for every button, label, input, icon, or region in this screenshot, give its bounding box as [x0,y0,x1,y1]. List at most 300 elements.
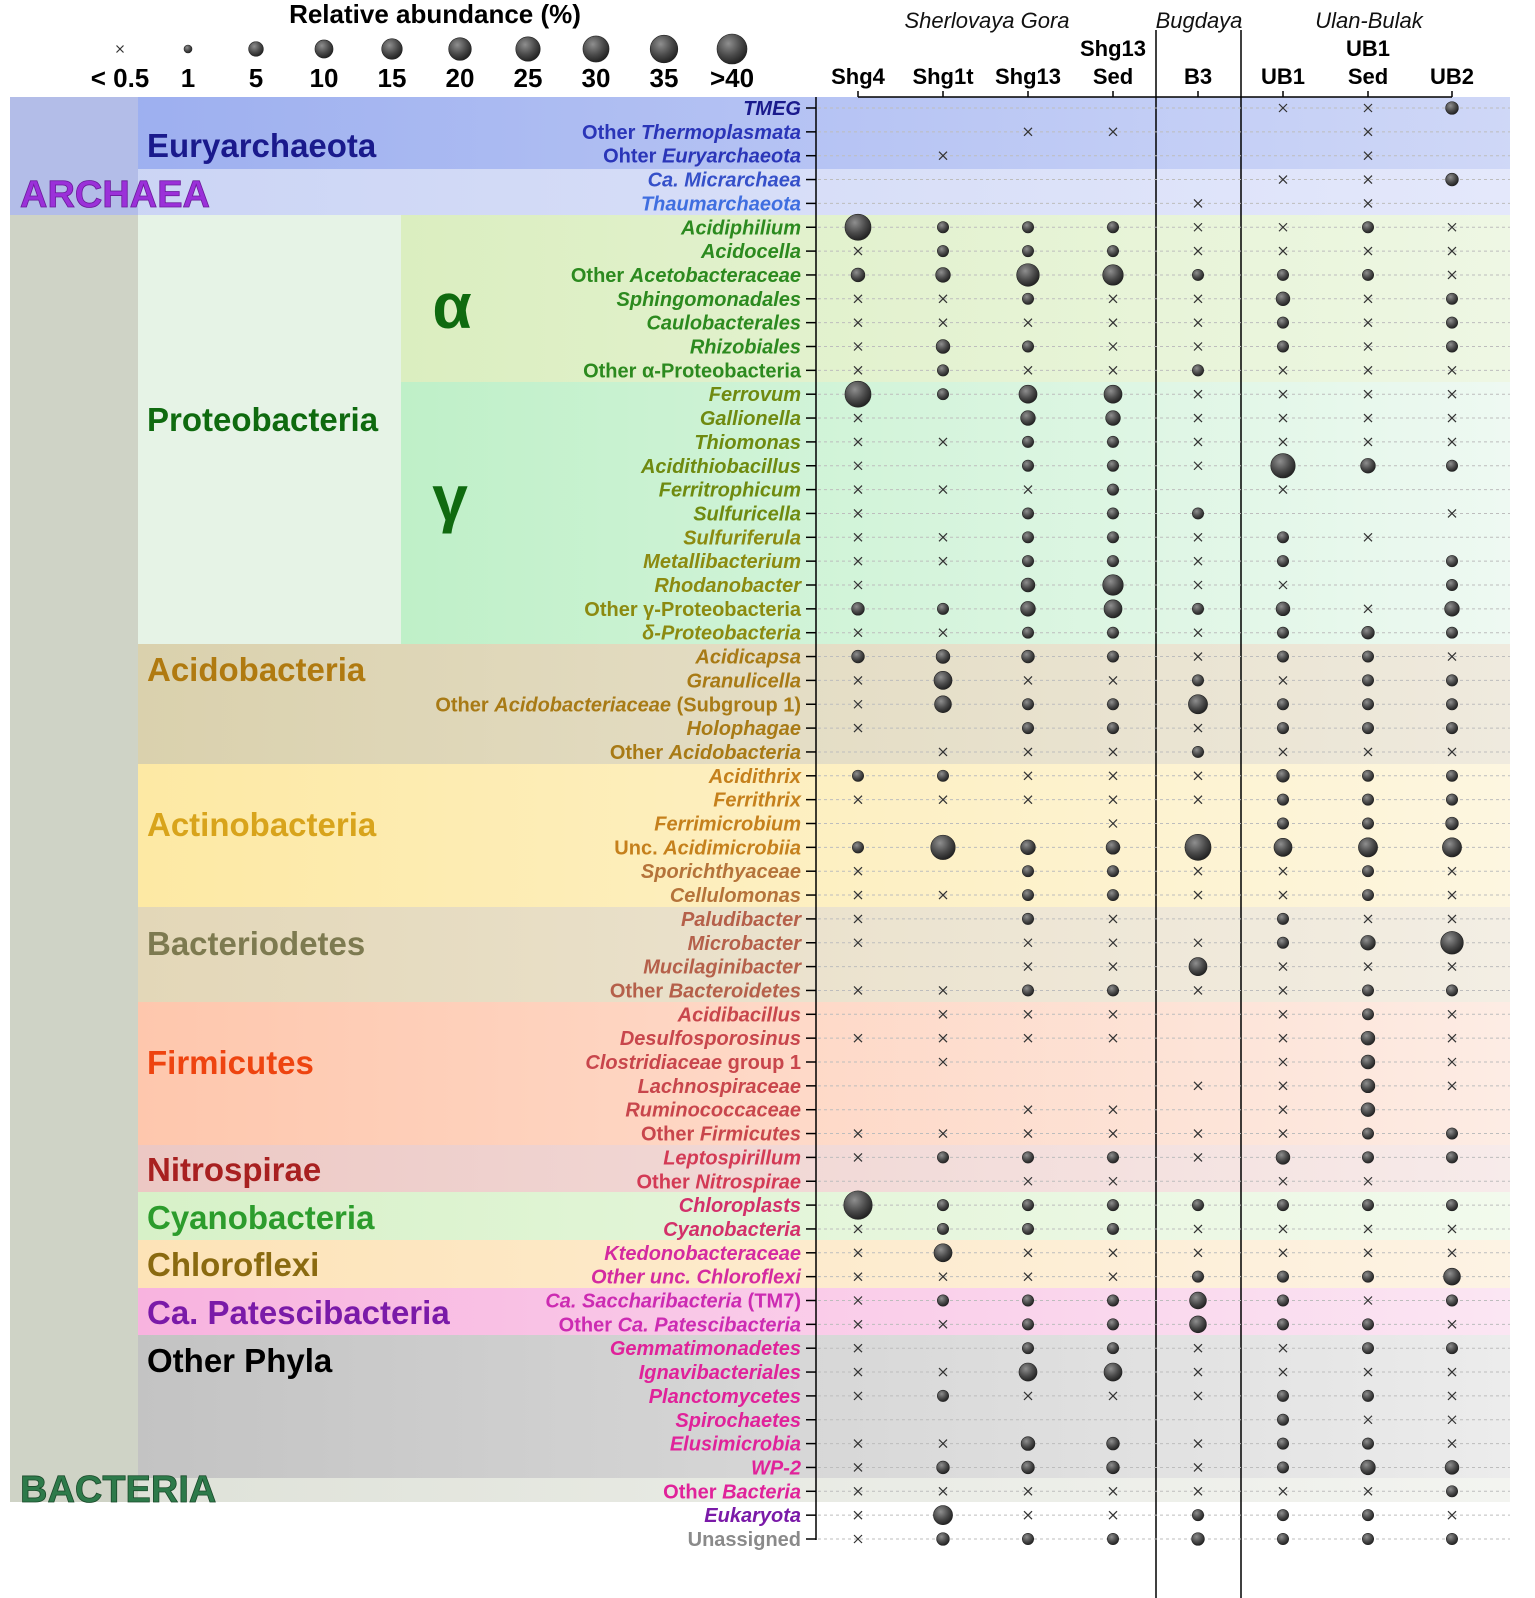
legend-marker-5 [449,38,472,61]
taxon-label-9 [646,313,801,335]
taxon-label-2-part-0: Ohter [603,145,663,168]
marker-row7-col0 [851,268,865,282]
taxon-label-41-part-0: Lachnospiraceae [637,1075,801,1098]
marker-row7-col4 [1192,269,1203,280]
taxon-label-44 [663,1147,801,1169]
taxon-label-25 [435,694,801,716]
marker-row25-col4 [1188,695,1207,714]
taxon-label-1 [582,122,801,144]
legend-marker-1 [184,45,192,53]
taxon-label-6-part-0: Acidocella [700,241,801,264]
marker-row56-col6 [1362,1438,1373,1449]
marker-row23-col2 [1022,650,1035,663]
taxon-label-42 [625,1100,801,1122]
marker-row37-col2 [1022,985,1033,996]
marker-row5-col0 [845,214,871,240]
legend [91,34,754,93]
taxon-label-44-part-0: Leptospirillum [663,1147,801,1170]
taxon-label-46-part-0: Chloroplasts [678,1195,801,1218]
marker-row37-col3 [1107,985,1118,996]
marker-row59-col3 [1109,1511,1117,1519]
legend-label-9: >40 [709,63,755,93]
taxon-label-9-part-0: Caulobacterales [646,312,801,335]
marker-row21-col0 [852,602,865,615]
marker-row18-col5 [1277,532,1288,543]
marker-row14-col2 [1022,436,1033,447]
taxon-label-25-part-1: Acidobacteriaceae [494,694,672,717]
marker-row51-col4 [1190,1316,1207,1333]
taxon-label-55 [675,1410,801,1432]
marker-row23-col1 [936,650,950,664]
marker-row30-col5 [1277,818,1288,829]
marker-row50-col1 [937,1295,948,1306]
marker-row28-col6 [1362,770,1373,781]
phylum-label-bacteriodetes: Bacteriodetes [147,925,366,962]
marker-row37-col6 [1362,985,1373,996]
marker-row28-col7 [1446,770,1457,781]
marker-row33-col6 [1362,889,1373,900]
taxon-label-57-part-0: WP-2 [751,1457,801,1480]
marker-row23-col6 [1362,651,1373,662]
marker-row57-col6 [1361,1460,1376,1475]
taxon-label-36-part-0: Mucilaginibacter [643,956,801,979]
taxon-label-42-part-0: Ruminococcaceae [625,1099,801,1122]
marker-row23-col3 [1107,651,1118,662]
marker-row19-col5 [1277,555,1288,566]
marker-row15-col6 [1361,458,1376,473]
marker-row10-col7 [1446,341,1457,352]
marker-row5-col1 [937,222,948,233]
marker-row6-col2 [1022,245,1033,256]
taxon-label-2 [603,146,801,168]
marker-row0-col7 [1446,102,1459,115]
taxon-label-5 [680,217,801,239]
taxon-label-54 [649,1386,801,1408]
taxon-label-25-part-2: (Subgroup 1) [671,694,801,717]
marker-row60-col1 [937,1533,950,1546]
taxon-label-35-part-0: Microbacter [687,932,801,955]
phylum-label-proteobacteria: Proteobacteria [147,401,379,438]
marker-row32-col6 [1362,866,1373,877]
taxon-label-43-part-0: Other [640,1123,700,1146]
taxon-label-46 [679,1195,801,1217]
taxon-label-19 [643,551,801,573]
marker-row57-col5 [1277,1462,1288,1473]
marker-row7-col1 [936,268,951,283]
marker-row53-col2 [1019,1363,1037,1381]
marker-row28-col1 [937,770,948,781]
marker-row50-col5 [1277,1295,1288,1306]
taxon-label-27-part-0: Other [609,741,669,764]
taxon-label-37 [610,980,801,1002]
marker-row5-col3 [1107,222,1118,233]
taxon-label-7 [571,265,801,287]
taxon-label-31 [614,837,801,859]
taxon-label-14-part-0: Thiomonas [694,431,801,454]
taxon-label-38-part-0: Acidibacillus [677,1004,801,1027]
marker-row29-col5 [1277,794,1288,805]
marker-row49-col7 [1444,1268,1461,1285]
marker-row28-col0 [852,770,863,781]
marker-row24-col7 [1446,675,1457,686]
marker-row51-col3 [1107,1319,1118,1330]
taxon-label-13-part-0: Gallionella [699,408,801,431]
marker-row7-col2 [1017,264,1040,287]
taxon-label-43-part-1: Firmicutes [699,1123,801,1146]
taxon-label-47-part-0: Cyanobacteria [663,1218,801,1241]
marker-row24-col6 [1362,675,1373,686]
taxon-label-50-part-0: Ca. Saccharibacteria [545,1290,743,1313]
marker-row57-col7 [1445,1461,1459,1475]
marker-row16-col3 [1107,484,1118,495]
site-title-ulan-bulak: Ulan-Bulak [1315,8,1423,33]
marker-row57-col3 [1107,1461,1120,1474]
taxon-label-26-part-0: Holophagae [686,718,801,741]
marker-row57-col1 [937,1461,950,1474]
marker-row46-col0 [844,1191,872,1219]
taxon-label-10 [690,337,801,359]
taxon-label-56-part-0: Elusimicrobia [669,1433,801,1456]
marker-row59-col4 [1192,1509,1203,1520]
taxon-label-55-part-0: Spirochaetes [675,1409,801,1432]
taxon-label-39-part-0: Desulfosporosinus [619,1028,801,1051]
marker-row13-col3 [1106,411,1121,426]
marker-row40-col6 [1361,1055,1375,1069]
taxon-label-51 [559,1314,801,1336]
marker-row56-col3 [1107,1437,1120,1450]
marker-row36-col4 [1189,958,1207,976]
taxon-label-45-part-1: Nitrospirae [695,1171,801,1194]
marker-row38-col6 [1362,1009,1373,1020]
marker-row22-col6 [1362,626,1375,639]
phylum-label-nitrospirae: Nitrospirae [147,1151,322,1188]
phylum-label-firmicutes: Firmicutes [147,1044,314,1081]
taxon-label-57 [751,1457,801,1479]
taxon-label-22 [642,623,801,645]
taxon-label-29 [713,790,802,812]
marker-row25-col3 [1107,699,1118,710]
taxon-label-4-part-0: Thaumarchaeota [640,193,801,216]
marker-row33-col2 [1022,889,1033,900]
marker-row44-col1 [937,1152,948,1163]
marker-row5-col2 [1022,222,1033,233]
taxon-label-0-part-0: TMEG [743,98,801,120]
marker-row8-col2 [1022,293,1033,304]
taxon-label-12-part-0: Ferrovum [708,384,801,407]
taxon-label-27-part-1: Acidobacteria [668,741,801,764]
legend-label-0: < 0.5 [90,63,150,93]
taxon-label-48-part-0: Ktedonobacteraceae [604,1242,801,1265]
taxon-label-7-part-0: Other [570,264,630,287]
marker-row13-col2 [1021,411,1036,426]
class-label-gamma: γ [432,462,468,534]
marker-row17-col2 [1022,508,1033,519]
marker-row37-col7 [1446,985,1457,996]
taxon-label-31-part-0: Unc. [614,837,664,860]
marker-row9-col5 [1277,317,1288,328]
marker-row25-col1 [935,696,952,713]
marker-row59-col6 [1362,1509,1373,1520]
marker-row23-col5 [1277,651,1288,662]
marker-row21-col3 [1104,600,1122,618]
taxon-label-1-part-1: Thermoplasmata [640,121,801,144]
taxon-label-18-part-0: Sulfuriferula [683,527,801,550]
taxon-label-23-part-0: Acidicapsa [695,646,801,669]
sample-label-7: UB2 [1429,64,1475,89]
taxon-label-59 [704,1505,801,1527]
marker-row49-col6 [1362,1271,1373,1282]
taxon-label-37-part-0: Other [609,980,669,1003]
marker-row15-col2 [1022,460,1033,471]
taxon-label-5-part-0: Acidiphilium [681,217,801,240]
marker-row25-col7 [1446,699,1457,710]
taxon-label-58-part-1: Bacteria [722,1481,801,1504]
taxon-label-25-part-0: Other [435,694,495,717]
marker-row27-col4 [1192,746,1203,757]
sample-label-5: UB1 [1260,64,1306,89]
taxon-label-16 [659,480,801,502]
taxon-label-53 [639,1362,801,1384]
marker-row20-col3 [1103,575,1124,596]
sample-label-6-line0: UB1 [1345,36,1391,61]
taxon-label-32 [641,861,801,883]
marker-row56-col5 [1277,1438,1288,1449]
taxon-label-50 [545,1291,801,1313]
taxon-label-26 [687,718,801,740]
marker-row28-col5 [1277,769,1290,782]
taxon-label-21 [584,599,802,621]
phylum-label-other-phyla: Other Phyla [147,1342,333,1379]
marker-row26-col6 [1362,722,1373,733]
marker-row21-col2 [1021,601,1036,616]
marker-row10-col5 [1277,341,1288,352]
marker-row46-col2 [1022,1199,1033,1210]
sample-label-2: Shg13 [994,64,1062,89]
legend-label-8: 35 [649,63,679,93]
marker-row10-col1 [936,340,950,354]
taxon-label-51-part-1: Ca. Patescibacteria [617,1314,801,1337]
taxon-label-7-part-1: Acetobacteraceae [629,264,801,287]
taxon-label-50-part-1: (TM7) [742,1290,801,1313]
taxon-label-18 [683,527,801,549]
marker-row56-col2 [1021,1437,1035,1451]
marker-row51-col6 [1362,1319,1373,1330]
taxon-label-15 [640,456,801,478]
phylum-label-patescibacteria: Ca. Patescibacteria [147,1294,450,1331]
domain-label-bacteria: BACTERIA [20,1469,217,1511]
marker-row26-col2 [1022,722,1033,733]
marker-row35-col6 [1361,935,1376,950]
marker-row22-col2 [1022,627,1033,638]
legend-label-1: 1 [180,63,196,93]
marker-row46-col3 [1107,1199,1118,1210]
domain-label-archaea: ARCHAEA [20,174,210,216]
marker-row12-col2 [1019,385,1037,403]
marker-row47-col3 [1107,1223,1118,1234]
marker-row12-col3 [1104,385,1122,403]
marker-row19-col2 [1022,555,1033,566]
marker-row43-col6 [1362,1128,1373,1139]
taxon-label-17-part-0: Sulfuricella [693,503,801,526]
marker-row33-col3 [1107,889,1118,900]
taxon-label-56 [670,1434,801,1456]
legend-label-5: 20 [445,63,475,93]
marker-row52-col3 [1107,1343,1118,1354]
marker-row44-col3 [1107,1152,1118,1163]
taxon-label-41 [638,1076,801,1098]
taxon-label-19-part-0: Metallibacterium [643,551,801,574]
taxon-label-3-part-0: Ca. Micrarchaea [647,169,801,192]
taxon-label-33 [670,885,801,907]
marker-row22-col3 [1107,627,1118,638]
taxon-label-60-part-0: Unassigned [687,1529,801,1551]
marker-row59-col1 [933,1506,952,1525]
marker-row31-col3 [1106,840,1120,854]
marker-row29-col7 [1446,794,1457,805]
marker-row44-col6 [1362,1152,1373,1163]
taxon-label-8-part-0: Sphingomonadales [616,288,801,311]
marker-row11-col1 [937,365,948,376]
taxon-label-8 [617,289,801,311]
taxon-label-0 [743,98,801,120]
taxon-label-16-part-0: Ferritrophicum [658,479,801,502]
marker-row23-col0 [852,650,865,663]
marker-row25-col6 [1362,699,1373,710]
marker-row18-col2 [1022,532,1033,543]
x-axis-ticks [858,91,1452,97]
taxon-label-24 [687,670,802,692]
marker-row60-col3 [1107,1533,1118,1544]
marker-row32-col3 [1107,866,1118,877]
marker-row21-col1 [937,603,948,614]
marker-row46-col1 [937,1199,948,1210]
taxon-label-49 [591,1267,801,1289]
marker-row18-col3 [1107,532,1118,543]
marker-row54-col6 [1362,1390,1373,1401]
taxon-label-49-part-0: Other unc. Chloroflexi [590,1266,801,1289]
marker-row39-col6 [1361,1031,1375,1045]
legend-marker-7 [583,36,609,62]
taxon-label-60 [688,1529,801,1551]
marker-row54-col5 [1277,1390,1288,1401]
marker-row50-col4 [1190,1292,1207,1309]
taxon-label-10-part-0: Rhizobiales [689,336,801,359]
taxon-label-23 [694,647,801,669]
taxon-label-11-part-0: Other α-Proteobacteria [583,360,801,383]
marker-row55-col5 [1277,1414,1288,1425]
marker-row31-col4 [1185,834,1211,860]
marker-row58-col7 [1446,1486,1457,1497]
marker-row59-col5 [1277,1509,1288,1520]
marker-row60-col2 [1022,1533,1033,1544]
taxon-label-47 [663,1219,801,1241]
sample-label-3-line0: Shg13 [1079,36,1147,61]
phylum-label-acidobacteria: Acidobacteria [147,651,366,688]
marker-row46-col6 [1362,1199,1373,1210]
sample-label-3-line1: Sed [1092,64,1134,89]
marker-row43-col7 [1446,1128,1457,1139]
marker-row60-col6 [1362,1533,1373,1544]
phylum-label-cyanobacteria: Cyanobacteria [147,1199,375,1236]
marker-row49-col4 [1192,1271,1203,1282]
taxon-label-53-part-0: Ignavibacteriales [638,1362,801,1385]
marker-row31-col5 [1274,838,1292,856]
marker-row25-col2 [1022,699,1033,710]
marker-row60-col7 [1446,1533,1457,1544]
taxon-label-36 [643,957,802,979]
marker-row14-col3 [1107,436,1118,447]
marker-row6-col3 [1107,245,1118,256]
taxon-label-58 [663,1481,801,1503]
legend-marker-2 [249,42,264,57]
taxon-label-51-part-0: Other [558,1314,618,1337]
marker-row31-col6 [1358,838,1377,857]
taxon-label-43 [641,1124,801,1146]
legend-label-6: 25 [513,63,543,93]
site-title-bugdaya: Bugdaya [1155,8,1243,33]
taxon-label-1-part-0: Other [582,121,641,144]
taxon-label-30-part-0: Ferrimicrobium [654,813,801,836]
marker-row54-col1 [937,1390,948,1401]
marker-row44-col2 [1022,1152,1033,1163]
marker-row48-col1 [934,1244,952,1262]
taxon-label-27 [610,742,801,764]
marker-row51-col2 [1022,1319,1033,1330]
taxon-label-45 [637,1171,802,1193]
taxon-label-29-part-0: Ferrithrix [713,789,801,812]
phylum-label-euryarchaeota: Euryarchaeota [147,127,377,164]
marker-row19-col7 [1446,555,1457,566]
marker-row50-col2 [1022,1295,1033,1306]
taxon-label-30 [654,814,801,836]
marker-row46-col4 [1192,1199,1203,1210]
marker-row21-col4 [1192,603,1203,614]
taxon-label-6 [700,241,801,263]
marker-row12-col1 [937,389,948,400]
taxon-label-54-part-0: Planctomycetes [648,1385,801,1408]
marker-row46-col7 [1446,1199,1457,1210]
marker-row9-col7 [1446,317,1457,328]
marker-row60-col5 [1277,1533,1288,1544]
marker-row20-col7 [1446,579,1457,590]
marker-row34-col5 [1277,913,1288,924]
marker-row29-col6 [1362,794,1373,805]
marker-row20-col2 [1021,578,1035,592]
taxon-label-21-part-0: Other γ-Proteobacteria [584,598,801,621]
taxon-label-33-part-0: Cellulomonas [669,885,801,908]
marker-row8-col5 [1276,292,1290,306]
sample-label-0: Shg4 [831,64,885,89]
taxon-label-40-part-1: group 1 [722,1052,801,1074]
marker-row15-col7 [1446,460,1457,471]
taxon-label-58-part-0: Other [663,1481,723,1504]
taxon-label-22-part-0: δ-Proteobacteria [642,622,801,645]
marker-row10-col2 [1022,341,1033,352]
legend-marker-6 [516,37,540,61]
sample-label-1: Shg1t [912,64,974,89]
legend-marker-3 [315,40,333,58]
taxon-label-2-part-1: Euryarchaeota [662,145,801,168]
marker-row26-col7 [1446,722,1457,733]
marker-row12-col0 [845,381,871,407]
sample-label-6-line1: Sed [1347,64,1389,89]
marker-row60-col4 [1192,1533,1205,1546]
marker-row24-col4 [1192,675,1203,686]
marker-row50-col3 [1107,1295,1118,1306]
taxon-label-34 [681,909,802,931]
legend-label-3: 10 [309,63,339,93]
taxon-label-59-part-0: Eukaryota [704,1505,801,1528]
